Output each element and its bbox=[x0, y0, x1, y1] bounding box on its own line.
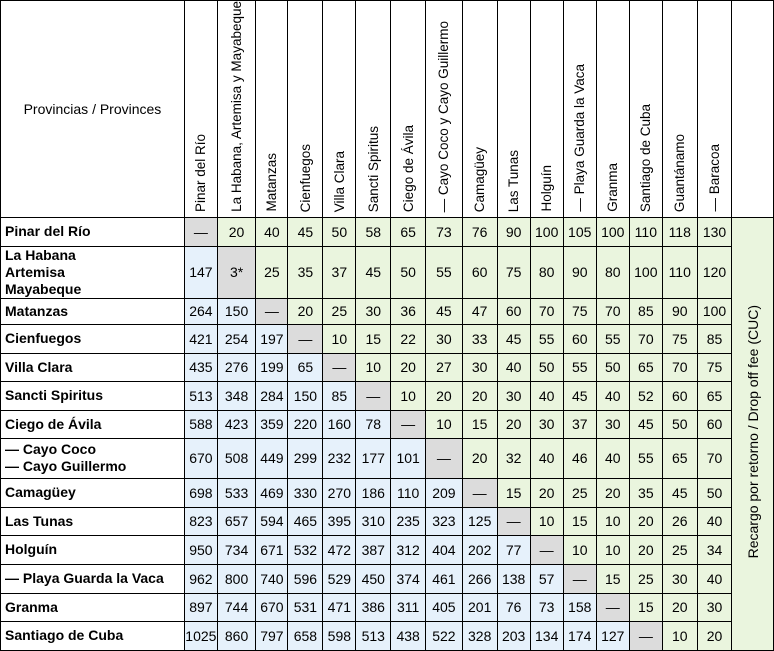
table-cell: 209 bbox=[426, 478, 463, 507]
table-cell: 395 bbox=[323, 507, 356, 535]
table-cell: 15 bbox=[629, 593, 662, 621]
table-cell: 435 bbox=[184, 353, 217, 381]
table-cell: 522 bbox=[426, 621, 463, 650]
table-cell: 438 bbox=[391, 621, 426, 650]
table-cell: 45 bbox=[288, 217, 323, 246]
table-cell: — bbox=[256, 298, 288, 324]
table-cell: 60 bbox=[563, 324, 596, 353]
table-cell: 10 bbox=[662, 621, 697, 650]
table-cell: 27 bbox=[426, 353, 463, 381]
table-cell: 449 bbox=[256, 438, 288, 478]
column-header-label: Ciego de Ávila bbox=[400, 124, 416, 212]
table-cell: 740 bbox=[256, 564, 288, 593]
table-cell: 30 bbox=[497, 381, 530, 410]
table-cell: 52 bbox=[629, 381, 662, 410]
table-cell: 800 bbox=[217, 564, 255, 593]
table-cell: — bbox=[288, 324, 323, 353]
table-cell: 118 bbox=[662, 217, 697, 246]
table-cell: 10 bbox=[323, 324, 356, 353]
table-cell: 70 bbox=[662, 353, 697, 381]
table-cell: 670 bbox=[256, 593, 288, 621]
table-cell: 55 bbox=[596, 324, 629, 353]
table-cell: 323 bbox=[426, 507, 463, 535]
column-header bbox=[426, 1, 463, 218]
table-cell: 15 bbox=[356, 324, 391, 353]
table-cell: 90 bbox=[497, 217, 530, 246]
table-cell: 85 bbox=[697, 324, 732, 353]
table-cell: — bbox=[323, 353, 356, 381]
row-label: Sancti Spiritus bbox=[1, 381, 185, 410]
table-cell: 450 bbox=[356, 564, 391, 593]
table-cell: 232 bbox=[323, 438, 356, 478]
table-cell: 138 bbox=[497, 564, 530, 593]
column-header-label: — Playa Guarda la Vaca bbox=[572, 64, 588, 212]
table-cell: 65 bbox=[662, 438, 697, 478]
table-cell: 220 bbox=[288, 410, 323, 438]
table-cell: 100 bbox=[530, 217, 563, 246]
table-cell: 85 bbox=[629, 298, 662, 324]
table-row bbox=[1, 381, 774, 410]
table-cell: 40 bbox=[596, 438, 629, 478]
column-header bbox=[697, 1, 732, 218]
table-cell: 30 bbox=[356, 298, 391, 324]
drop-off-fee-label bbox=[732, 217, 774, 650]
table-cell: 671 bbox=[256, 535, 288, 564]
table-cell: 531 bbox=[288, 593, 323, 621]
table-cell: 55 bbox=[629, 438, 662, 478]
table-cell: 36 bbox=[391, 298, 426, 324]
table-cell: 70 bbox=[530, 298, 563, 324]
table-cell: 45 bbox=[426, 298, 463, 324]
column-header bbox=[288, 1, 323, 218]
table-cell: 10 bbox=[356, 353, 391, 381]
table-cell: 70 bbox=[697, 438, 732, 478]
table-cell: 30 bbox=[596, 410, 629, 438]
table-cell: — bbox=[596, 593, 629, 621]
table-cell: 15 bbox=[563, 507, 596, 535]
table-cell: 20 bbox=[462, 438, 497, 478]
table-cell: 77 bbox=[497, 535, 530, 564]
table-body bbox=[1, 217, 774, 650]
table-cell: 26 bbox=[662, 507, 697, 535]
table-cell: 374 bbox=[391, 564, 426, 593]
table-cell: 405 bbox=[426, 593, 463, 621]
table-cell: — bbox=[356, 381, 391, 410]
table-cell: 90 bbox=[662, 298, 697, 324]
table-cell: 658 bbox=[288, 621, 323, 650]
column-header bbox=[356, 1, 391, 218]
table-cell: 201 bbox=[462, 593, 497, 621]
row-label: Holguín bbox=[1, 535, 185, 564]
table-cell: 310 bbox=[356, 507, 391, 535]
table-row bbox=[1, 535, 774, 564]
table-cell: 75 bbox=[697, 353, 732, 381]
table-cell: 465 bbox=[288, 507, 323, 535]
row-label: Matanzas bbox=[1, 298, 185, 324]
table-cell: 65 bbox=[288, 353, 323, 381]
table-cell: 78 bbox=[356, 410, 391, 438]
table-cell: 110 bbox=[629, 217, 662, 246]
table-cell: 20 bbox=[217, 217, 255, 246]
column-header bbox=[323, 1, 356, 218]
table-cell: 20 bbox=[629, 535, 662, 564]
table-cell: 20 bbox=[426, 381, 463, 410]
table-cell: 25 bbox=[629, 564, 662, 593]
table-cell: 76 bbox=[462, 217, 497, 246]
row-label: Santiago de Cuba bbox=[1, 621, 185, 650]
table-cell: 174 bbox=[563, 621, 596, 650]
table-cell: 532 bbox=[288, 535, 323, 564]
table-cell: 40 bbox=[596, 381, 629, 410]
table-cell: 45 bbox=[497, 324, 530, 353]
column-header-label: Sancti Spiritus bbox=[365, 125, 381, 212]
table-cell: 20 bbox=[288, 298, 323, 324]
table-cell: 55 bbox=[426, 246, 463, 298]
side-header-blank bbox=[732, 1, 774, 218]
table-cell: 30 bbox=[662, 564, 697, 593]
table-cell: 10 bbox=[596, 535, 629, 564]
table-cell: 330 bbox=[288, 478, 323, 507]
table-cell: 60 bbox=[497, 298, 530, 324]
table-cell: 150 bbox=[288, 381, 323, 410]
table-cell: 860 bbox=[217, 621, 255, 650]
table-cell: 40 bbox=[697, 507, 732, 535]
row-label: Granma bbox=[1, 593, 185, 621]
table-cell: 50 bbox=[697, 478, 732, 507]
row-label: — Cayo Coco — Cayo Guillermo bbox=[1, 438, 185, 478]
table-cell: 130 bbox=[697, 217, 732, 246]
row-label: — Playa Guarda la Vaca bbox=[1, 564, 185, 593]
table-cell: 461 bbox=[426, 564, 463, 593]
table-cell: 598 bbox=[323, 621, 356, 650]
table-cell: 197 bbox=[256, 324, 288, 353]
table-cell: 75 bbox=[662, 324, 697, 353]
table-cell: 270 bbox=[323, 478, 356, 507]
table-cell: 513 bbox=[184, 381, 217, 410]
table-cell: 58 bbox=[356, 217, 391, 246]
table-cell: 33 bbox=[462, 324, 497, 353]
table-cell: 50 bbox=[662, 410, 697, 438]
table-cell: 15 bbox=[462, 410, 497, 438]
table-cell: 40 bbox=[256, 217, 288, 246]
table-cell: 387 bbox=[356, 535, 391, 564]
table-cell: 65 bbox=[391, 217, 426, 246]
table-cell: 328 bbox=[462, 621, 497, 650]
table-cell: 50 bbox=[323, 217, 356, 246]
table-cell: 25 bbox=[662, 535, 697, 564]
table-cell: 70 bbox=[629, 324, 662, 353]
table-cell: 80 bbox=[596, 246, 629, 298]
table-cell: 25 bbox=[256, 246, 288, 298]
table-cell: 50 bbox=[391, 246, 426, 298]
table-cell: 30 bbox=[462, 353, 497, 381]
table-cell: 30 bbox=[697, 593, 732, 621]
table-cell: 37 bbox=[563, 410, 596, 438]
table-cell: — bbox=[462, 478, 497, 507]
table-cell: 266 bbox=[462, 564, 497, 593]
column-header bbox=[596, 1, 629, 218]
table-cell: 150 bbox=[217, 298, 255, 324]
table-cell: 588 bbox=[184, 410, 217, 438]
table-cell: 34 bbox=[697, 535, 732, 564]
table-row bbox=[1, 478, 774, 507]
table-cell: 20 bbox=[497, 410, 530, 438]
row-label: La Habana Artemisa Mayabeque bbox=[1, 246, 185, 298]
table-cell: 513 bbox=[356, 621, 391, 650]
table-cell: 15 bbox=[596, 564, 629, 593]
corner-label: Provincias / Provinces bbox=[1, 1, 185, 218]
table-cell: 45 bbox=[629, 410, 662, 438]
table-cell: 10 bbox=[563, 535, 596, 564]
table-cell: 37 bbox=[323, 246, 356, 298]
table-cell: — bbox=[391, 410, 426, 438]
table-cell: 529 bbox=[323, 564, 356, 593]
table-cell: — bbox=[184, 217, 217, 246]
table-row bbox=[1, 621, 774, 650]
table-cell: 65 bbox=[629, 353, 662, 381]
table-cell: 40 bbox=[497, 353, 530, 381]
table-cell: 73 bbox=[530, 593, 563, 621]
table-row bbox=[1, 564, 774, 593]
table-cell: 50 bbox=[596, 353, 629, 381]
table-row bbox=[1, 324, 774, 353]
table-cell: 469 bbox=[256, 478, 288, 507]
table-cell: 25 bbox=[323, 298, 356, 324]
column-header-label: Holguín bbox=[539, 165, 555, 212]
column-header-label: Guantánamo bbox=[672, 133, 688, 212]
table-cell: 40 bbox=[697, 564, 732, 593]
table-cell: 264 bbox=[184, 298, 217, 324]
table-cell: 35 bbox=[629, 478, 662, 507]
table-cell: 20 bbox=[530, 478, 563, 507]
table-cell: — bbox=[629, 621, 662, 650]
table-cell: 105 bbox=[563, 217, 596, 246]
column-header bbox=[497, 1, 530, 218]
table-cell: 20 bbox=[662, 593, 697, 621]
table-cell: 421 bbox=[184, 324, 217, 353]
table-cell: 10 bbox=[530, 507, 563, 535]
table-cell: 254 bbox=[217, 324, 255, 353]
table-cell: 110 bbox=[391, 478, 426, 507]
column-header bbox=[563, 1, 596, 218]
table-cell: — bbox=[530, 535, 563, 564]
column-header-label: Cienfuegos bbox=[297, 143, 313, 212]
drop-off-fee-text: Recargo por retorno / Drop off fee (CUC) bbox=[744, 304, 761, 559]
column-header-label: Granma bbox=[605, 163, 621, 212]
table-cell: 797 bbox=[256, 621, 288, 650]
table-cell: 45 bbox=[662, 478, 697, 507]
table-cell: 65 bbox=[697, 381, 732, 410]
column-header-label: Camagüey bbox=[472, 146, 488, 212]
table-cell: 100 bbox=[629, 246, 662, 298]
table-cell: — bbox=[497, 507, 530, 535]
table-cell: 35 bbox=[288, 246, 323, 298]
table-cell: 90 bbox=[563, 246, 596, 298]
column-header bbox=[217, 1, 255, 218]
table-cell: 125 bbox=[462, 507, 497, 535]
table-cell: 199 bbox=[256, 353, 288, 381]
row-label: Las Tunas bbox=[1, 507, 185, 535]
table-row bbox=[1, 298, 774, 324]
table-cell: 160 bbox=[323, 410, 356, 438]
table-cell: 386 bbox=[356, 593, 391, 621]
table-cell: 20 bbox=[697, 621, 732, 650]
table-row bbox=[1, 410, 774, 438]
table-cell: 186 bbox=[356, 478, 391, 507]
table-cell: 10 bbox=[391, 381, 426, 410]
table-cell: 744 bbox=[217, 593, 255, 621]
table-cell: 423 bbox=[217, 410, 255, 438]
table-cell: 60 bbox=[462, 246, 497, 298]
table-row bbox=[1, 246, 774, 298]
table-cell: 50 bbox=[530, 353, 563, 381]
table-cell: 30 bbox=[426, 324, 463, 353]
table-cell: 20 bbox=[391, 353, 426, 381]
table-cell: 823 bbox=[184, 507, 217, 535]
column-header-label: — Cayo Coco y Cayo Guillermo bbox=[436, 20, 452, 212]
table-row bbox=[1, 593, 774, 621]
table-cell: 10 bbox=[596, 507, 629, 535]
table-cell: 276 bbox=[217, 353, 255, 381]
table-cell: 202 bbox=[462, 535, 497, 564]
column-header bbox=[530, 1, 563, 218]
table-cell: 40 bbox=[530, 381, 563, 410]
table-cell: 657 bbox=[217, 507, 255, 535]
table-cell: 55 bbox=[530, 324, 563, 353]
column-header-label: Las Tunas bbox=[506, 149, 522, 212]
column-header bbox=[462, 1, 497, 218]
table-cell: 60 bbox=[662, 381, 697, 410]
table-cell: 594 bbox=[256, 507, 288, 535]
table-cell: 60 bbox=[697, 410, 732, 438]
table-row bbox=[1, 438, 774, 478]
table-cell: 76 bbox=[497, 593, 530, 621]
table-cell: 235 bbox=[391, 507, 426, 535]
table-cell: 311 bbox=[391, 593, 426, 621]
table-cell: 45 bbox=[356, 246, 391, 298]
column-header-label: Villa Clara bbox=[331, 150, 347, 212]
column-header-label: La Habana, Artemisa y Mayabeque bbox=[229, 1, 245, 212]
column-header bbox=[629, 1, 662, 218]
column-header-label: Matanzas bbox=[264, 153, 280, 212]
table-cell: 32 bbox=[497, 438, 530, 478]
table-row bbox=[1, 353, 774, 381]
table-cell: 962 bbox=[184, 564, 217, 593]
row-label: Pinar del Río bbox=[1, 217, 185, 246]
table-cell: 85 bbox=[323, 381, 356, 410]
table-cell: 46 bbox=[563, 438, 596, 478]
row-label: Ciego de Ávila bbox=[1, 410, 185, 438]
table-cell: 533 bbox=[217, 478, 255, 507]
header-row bbox=[1, 1, 774, 218]
table-cell: 299 bbox=[288, 438, 323, 478]
table-cell: 158 bbox=[563, 593, 596, 621]
table-cell: 596 bbox=[288, 564, 323, 593]
table-cell: 897 bbox=[184, 593, 217, 621]
table-cell: 20 bbox=[596, 478, 629, 507]
table-cell: 55 bbox=[563, 353, 596, 381]
column-header bbox=[184, 1, 217, 218]
table-cell: 45 bbox=[563, 381, 596, 410]
table-cell: 134 bbox=[530, 621, 563, 650]
table-cell: 312 bbox=[391, 535, 426, 564]
table-cell: 20 bbox=[462, 381, 497, 410]
table-cell: 404 bbox=[426, 535, 463, 564]
table-cell: 950 bbox=[184, 535, 217, 564]
table-cell: 472 bbox=[323, 535, 356, 564]
table-cell: 57 bbox=[530, 564, 563, 593]
table-row bbox=[1, 217, 774, 246]
table-cell: — bbox=[426, 438, 463, 478]
table-cell: 15 bbox=[497, 478, 530, 507]
table-cell: 508 bbox=[217, 438, 255, 478]
table-cell: 80 bbox=[530, 246, 563, 298]
table-cell: 734 bbox=[217, 535, 255, 564]
table-cell: 101 bbox=[391, 438, 426, 478]
table-cell: 30 bbox=[530, 410, 563, 438]
row-label: Villa Clara bbox=[1, 353, 185, 381]
table-cell: 359 bbox=[256, 410, 288, 438]
table-cell: 147 bbox=[184, 246, 217, 298]
column-header-label: Santiago de Cuba bbox=[638, 103, 654, 212]
table-cell: 20 bbox=[629, 507, 662, 535]
table-cell: 471 bbox=[323, 593, 356, 621]
table-cell: 203 bbox=[497, 621, 530, 650]
table-cell: 348 bbox=[217, 381, 255, 410]
table-cell: 120 bbox=[697, 246, 732, 298]
table-cell: 110 bbox=[662, 246, 697, 298]
table-cell: 177 bbox=[356, 438, 391, 478]
table-cell: 75 bbox=[497, 246, 530, 298]
table-cell: 100 bbox=[697, 298, 732, 324]
table-cell: 3* bbox=[217, 246, 255, 298]
table-cell: 127 bbox=[596, 621, 629, 650]
table-row bbox=[1, 507, 774, 535]
row-label: Camagüey bbox=[1, 478, 185, 507]
table-cell: 10 bbox=[426, 410, 463, 438]
table-cell: 670 bbox=[184, 438, 217, 478]
column-header bbox=[256, 1, 288, 218]
table-cell: 73 bbox=[426, 217, 463, 246]
table-cell: 47 bbox=[462, 298, 497, 324]
table-cell: 100 bbox=[596, 217, 629, 246]
column-header-label: — Baracoa bbox=[707, 144, 723, 212]
table-cell: 70 bbox=[596, 298, 629, 324]
table-cell: 22 bbox=[391, 324, 426, 353]
table-cell: 40 bbox=[530, 438, 563, 478]
table-cell: 1025 bbox=[184, 621, 217, 650]
table-cell: 75 bbox=[563, 298, 596, 324]
column-header bbox=[391, 1, 426, 218]
row-label: Cienfuegos bbox=[1, 324, 185, 353]
column-header-label: Pinar del Río bbox=[193, 133, 209, 212]
table-cell: 698 bbox=[184, 478, 217, 507]
column-header bbox=[662, 1, 697, 218]
table-cell: 25 bbox=[563, 478, 596, 507]
table-cell: 284 bbox=[256, 381, 288, 410]
table-cell: — bbox=[563, 564, 596, 593]
